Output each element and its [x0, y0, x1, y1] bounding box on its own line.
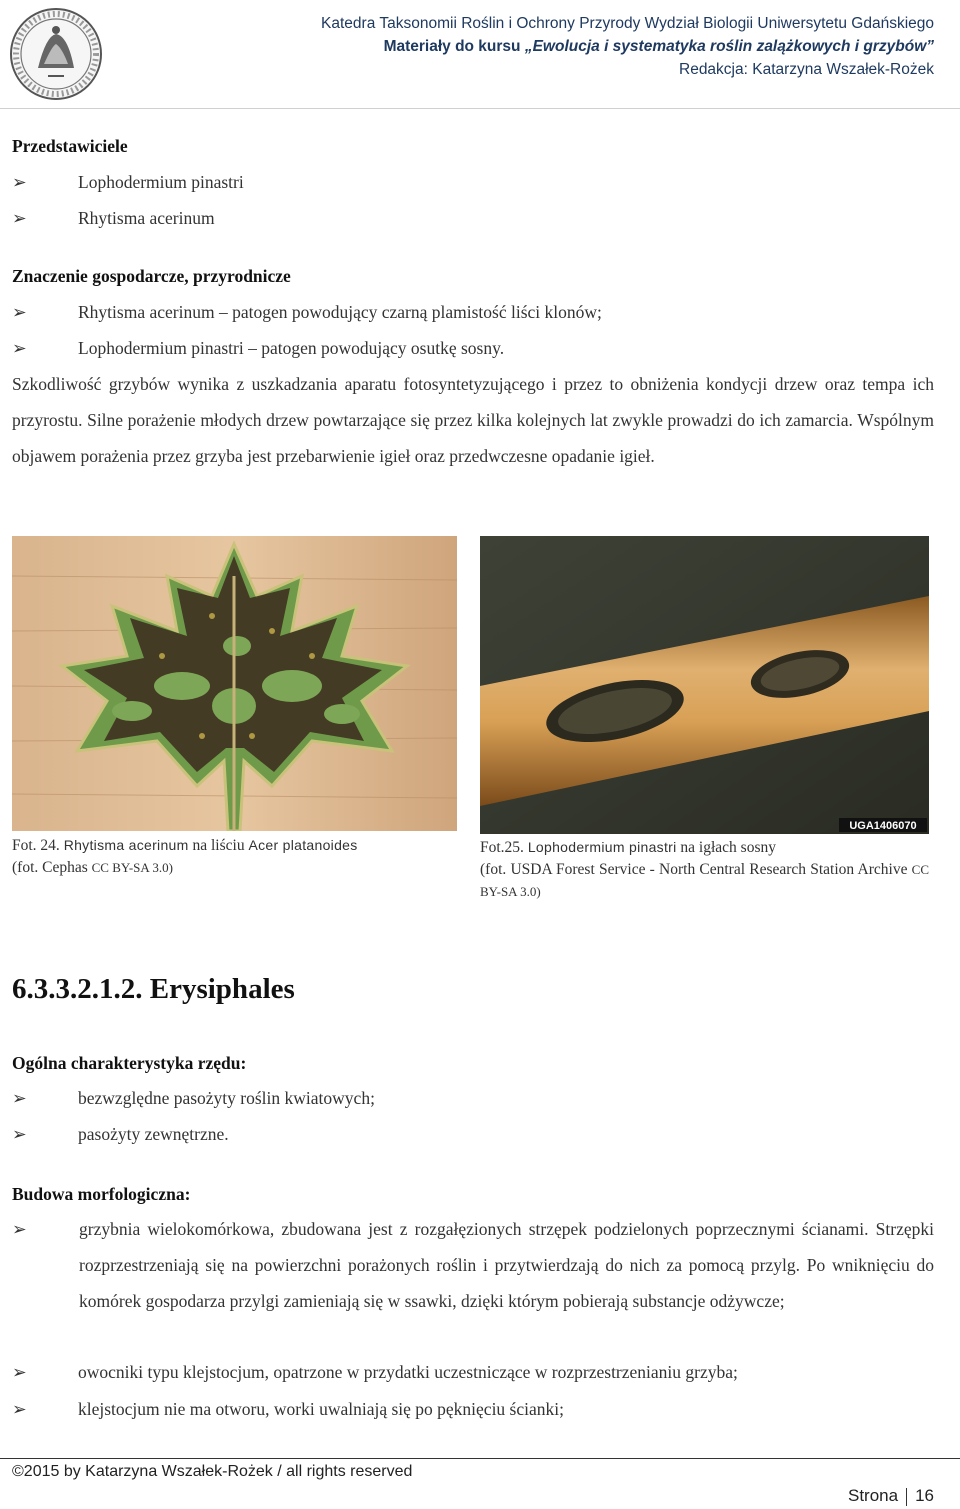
- significance-paragraph: Szkodliwość grzybów wynika z uszkadzania aparatu fotosyntetyzującego i przez to obniżenia kondycji drzew oraz tempa ich przyrostu. Silne porażenie młodych drzew powtarzające się przez kilka kolejnych lat zwykle prowadzi do ich zamarcia. Wspólnym objawem porażenia przez grzyba jest przebarwienie igieł oraz przedwczesne opadanie igieł.: [12, 374, 934, 466]
- list-item-text: owocniki typu klejstocjum, opatrzone w przydatki uczestniczące w rozprzestrzenianiu grzyba;: [78, 1362, 738, 1382]
- list-item: [12, 208, 215, 229]
- document-header: [321, 12, 934, 81]
- list-item-text: Rhytisma acerinum: [78, 208, 215, 228]
- header-course-prefix: Materiały do kursu: [383, 38, 525, 55]
- list-item: [12, 338, 504, 359]
- list-item: grzybnia wielokomórkowa, zbudowana jest z rozgałęzionych strzępek podzielonych poprzecznymi ścianami. Strzępki rozprzestrzeniają się na powierzchni porażonych roślin i przytwierdzają do nich za pomocą przylg. Po wniknięciu do komórek gospodarza przylgi zamieniają się w ssawki, dzięki którym pobierają substancje odżywcze;: [79, 1219, 934, 1311]
- bullet-arrow-icon: ➢: [12, 1219, 27, 1239]
- footer-divider: [0, 1458, 960, 1459]
- caption-credit: (fot. Cephas: [12, 859, 92, 876]
- bullet-arrow-icon: ➢: [12, 1362, 27, 1382]
- bullet-arrow-icon: ➢: [12, 1399, 27, 1419]
- university-seal-logo: [8, 6, 104, 102]
- page-label: Strona: [847, 1486, 899, 1505]
- list-item: [12, 1362, 738, 1383]
- list-item-text: klejstocjum nie ma otworu, worki uwalniają się po pęknięciu ścianki;: [78, 1399, 564, 1419]
- caption-mid: na liściu: [188, 837, 249, 854]
- caption-prefix: Fot.25.: [480, 839, 528, 856]
- header-editor: Redakcja: Katarzyna Wszałek-Rożek: [679, 61, 934, 78]
- list-item-text: Rhytisma acerinum – patogen powodujący czarną plamistość liści klonów;: [78, 302, 602, 322]
- list-item: [12, 302, 602, 323]
- morphology-heading: Budowa morfologiczna:: [12, 1184, 191, 1204]
- header-divider: [0, 108, 960, 109]
- header-course: [321, 35, 934, 58]
- caption-host: Acer platanoides: [248, 837, 358, 853]
- bullet-arrow-icon: ➢: [12, 208, 27, 228]
- list-item: [12, 1088, 375, 1109]
- general-characteristics-heading: Ogólna charakterystyka rzędu:: [12, 1053, 247, 1073]
- caption-prefix: Fot. 24.: [12, 837, 64, 854]
- figure-24-caption: [12, 834, 459, 879]
- pine-needle-photo: [480, 536, 929, 834]
- list-item: [12, 172, 244, 193]
- significance-heading: Znaczenie gospodarcze, przyrodnicze: [12, 266, 291, 286]
- page-separator: [906, 1488, 907, 1506]
- caption-license: CC BY-SA 3.0): [480, 862, 929, 899]
- header-course-title: „Ewolucja i systematyka roślin zalążkowych i grzybów”: [524, 38, 934, 55]
- maple-leaf-photo: [12, 536, 457, 831]
- caption-license: CC BY-SA 3.0): [91, 860, 173, 875]
- bullet-arrow-icon: ➢: [12, 338, 27, 358]
- list-item-text: Lophodermium pinastri: [78, 172, 244, 192]
- list-item-text: Lophodermium pinastri – patogen powodujący osutkę sosny.: [78, 338, 505, 358]
- figure-25-caption: [480, 836, 929, 903]
- photo-stamp: UGA1406070: [849, 820, 917, 832]
- caption-credit: (fot. USDA Forest Service - North Central Research Station Archive: [480, 861, 912, 878]
- bullet-arrow-icon: ➢: [12, 302, 27, 322]
- bullet-arrow-icon: ➢: [12, 1124, 27, 1144]
- list-item-text: pasożyty zewnętrzne.: [78, 1124, 229, 1144]
- caption-species: Lophodermium pinastri: [527, 839, 677, 855]
- copyright-notice: ©2015 by Katarzyna Wszałek-Rożek / all rights reserved: [12, 1463, 413, 1480]
- page-number-block: [848, 1486, 934, 1506]
- bullet-arrow-icon: ➢: [12, 172, 27, 192]
- list-item-text: bezwzględne pasożyty roślin kwiatowych;: [78, 1088, 375, 1108]
- list-item: [12, 1399, 564, 1420]
- caption-species: Rhytisma acerinum: [63, 837, 189, 853]
- section-title: 6.3.3.2.1.2. Erysiphales: [12, 973, 295, 1005]
- caption-mid: na igłach sosny: [676, 839, 776, 856]
- representatives-heading: Przedstawiciele: [12, 136, 128, 156]
- list-item: [12, 1124, 229, 1145]
- bullet-arrow-icon: ➢: [12, 1088, 27, 1108]
- page-number: 16: [915, 1486, 934, 1505]
- header-department: Katedra Taksonomii Roślin i Ochrony Przyrody Wydział Biologii Uniwersytetu Gdańskiego: [321, 15, 934, 32]
